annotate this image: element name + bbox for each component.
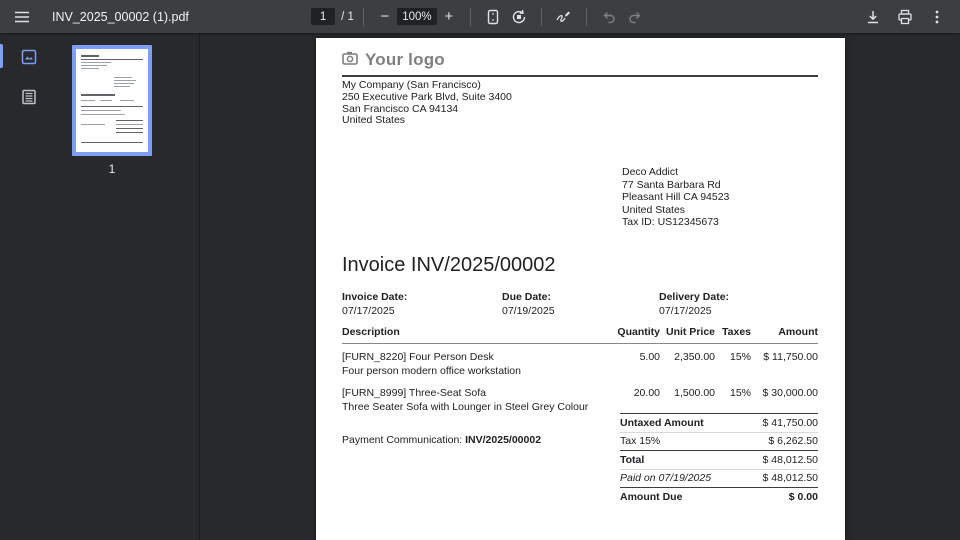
- totals-block: [620, 413, 818, 507]
- line-quantity: 5.00: [639, 351, 660, 363]
- line-product-description: Three Seater Sofa with Lounger in Steel Grey Colour: [342, 401, 589, 413]
- total-label: Total: [620, 453, 645, 466]
- undo-button[interactable]: [596, 4, 622, 30]
- table-header-row: [342, 326, 818, 344]
- toolbar-divider: [363, 8, 364, 26]
- company-line: 250 Executive Park Blvd, Suite 3400: [342, 90, 512, 103]
- customer-line: 77 Santa Barbara Rd: [622, 178, 721, 191]
- total-value: $ 48,012.50: [762, 453, 818, 466]
- rotate-button[interactable]: [506, 4, 532, 30]
- kebab-menu-icon: [929, 9, 945, 25]
- tax-label: Tax 15%: [620, 435, 661, 448]
- more-options-button[interactable]: [924, 4, 950, 30]
- tax-value: $ 6,262.50: [768, 435, 818, 448]
- thumbnail-page-preview: [76, 49, 148, 152]
- delivery-date-value: 07/17/2025: [659, 305, 712, 317]
- sidebar-tab-outline[interactable]: [14, 83, 44, 113]
- thumbnail-selected-border: [72, 45, 152, 156]
- thumbnails-icon: [20, 48, 38, 69]
- due-date-value: 07/19/2025: [502, 305, 555, 317]
- rotate-icon: [511, 9, 527, 25]
- col-header-quantity: Quantity: [617, 326, 660, 338]
- company-line: United States: [342, 114, 406, 127]
- customer-address: [622, 166, 729, 229]
- untaxed-amount-label: Untaxed Amount: [620, 416, 704, 429]
- customer-line: United States: [622, 203, 686, 216]
- pdf-toolbar: [0, 0, 960, 33]
- line-product-description: Four person modern office workstation: [342, 365, 521, 377]
- fit-page-icon: [485, 9, 501, 25]
- customer-tax-id: Tax ID: US12345673: [622, 216, 719, 229]
- annotate-pen-icon: [555, 8, 572, 25]
- camera-icon: [342, 50, 358, 69]
- fit-page-button[interactable]: [480, 4, 506, 30]
- page-thumbnail[interactable]: [72, 45, 152, 176]
- thumbnail-page-number: 1: [108, 162, 116, 176]
- customer-line: Pleasant Hill CA 94523: [622, 191, 730, 204]
- toolbar-divider: [470, 8, 471, 26]
- invoice-title: Invoice INV/2025/00002: [342, 254, 556, 276]
- col-header-unit-price: Unit Price: [665, 326, 715, 338]
- undo-icon: [601, 9, 617, 25]
- paid-on-label: Paid on 07/19/2025: [620, 472, 712, 485]
- payment-communication-label: Payment Communication:: [342, 434, 463, 446]
- toolbar-left: [0, 4, 311, 30]
- untaxed-amount-value: $ 41,750.00: [762, 416, 818, 429]
- col-header-taxes: Taxes: [722, 326, 751, 338]
- toolbar-divider: [541, 8, 542, 26]
- zoom-in-button[interactable]: +: [437, 5, 461, 29]
- table-row: [342, 344, 818, 363]
- line-taxes: 15%: [729, 387, 751, 399]
- toolbar-center: [311, 4, 648, 30]
- download-button[interactable]: [860, 4, 886, 30]
- zoom-out-button[interactable]: −: [373, 5, 397, 29]
- amount-due-value: $ 0.00: [788, 491, 818, 504]
- thumbnail-sidebar: [0, 33, 200, 540]
- table-row: [342, 380, 818, 399]
- payment-communication: [342, 434, 541, 446]
- header-divider: [342, 75, 818, 77]
- delivery-date-label: Delivery Date:: [659, 291, 730, 303]
- amount-due-label: Amount Due: [620, 491, 683, 504]
- paid-on-value: $ 48,012.50: [762, 472, 818, 485]
- logo-placeholder-text: Your logo: [365, 49, 445, 69]
- line-taxes: 15%: [729, 351, 751, 363]
- company-line: San Francisco CA 94134: [342, 102, 459, 115]
- pdf-page: [316, 38, 845, 540]
- print-icon: [897, 9, 913, 25]
- payment-communication-value: INV/2025/00002: [465, 434, 542, 446]
- logo-block: [342, 50, 445, 69]
- toolbar-right: [648, 4, 960, 30]
- page-count-label: / 1: [341, 10, 354, 23]
- untaxed-amount-row: [620, 414, 818, 433]
- redo-icon: [627, 9, 643, 25]
- line-product-name: [FURN_8999] Three-Seat Sofa: [342, 387, 486, 399]
- company-line: My Company (San Francisco): [342, 79, 481, 91]
- line-quantity: 20.00: [633, 387, 660, 399]
- amount-due-row: [620, 488, 818, 507]
- line-unit-price: 1,500.00: [674, 387, 715, 399]
- line-unit-price: 2,350.00: [674, 351, 715, 363]
- zoom-level-input[interactable]: [397, 8, 437, 25]
- paid-row: [620, 470, 818, 489]
- due-date-label: Due Date:: [502, 291, 552, 303]
- outline-icon: [20, 88, 38, 109]
- pdf-viewer-area[interactable]: [201, 33, 960, 540]
- invoice-date-label: Invoice Date:: [342, 291, 408, 303]
- invoice-date-value: 07/17/2025: [342, 305, 395, 317]
- line-amount: $ 30,000.00: [762, 387, 818, 399]
- page-number-input[interactable]: [311, 8, 335, 25]
- toolbar-divider: [586, 8, 587, 26]
- customer-line: Deco Addict: [622, 166, 679, 178]
- total-row: [620, 451, 818, 470]
- hamburger-icon: [14, 9, 30, 25]
- active-tab-indicator: [0, 44, 3, 68]
- document-title: INV_2025_00002 (1).pdf: [52, 9, 189, 24]
- line-product-name: [FURN_8220] Four Person Desk: [342, 351, 494, 363]
- col-header-description: Description: [342, 326, 400, 338]
- line-amount: $ 11,750.00: [763, 351, 818, 363]
- print-button[interactable]: [892, 4, 918, 30]
- tax-row: [620, 433, 818, 452]
- col-header-amount: Amount: [778, 326, 818, 338]
- invoice-lines-table: [342, 326, 818, 416]
- company-address: [342, 80, 512, 127]
- sidebar-tab-thumbnails[interactable]: [14, 43, 44, 73]
- download-icon: [865, 9, 881, 25]
- annotate-button[interactable]: [551, 4, 577, 30]
- menu-button[interactable]: [9, 4, 35, 30]
- redo-button[interactable]: [622, 4, 648, 30]
